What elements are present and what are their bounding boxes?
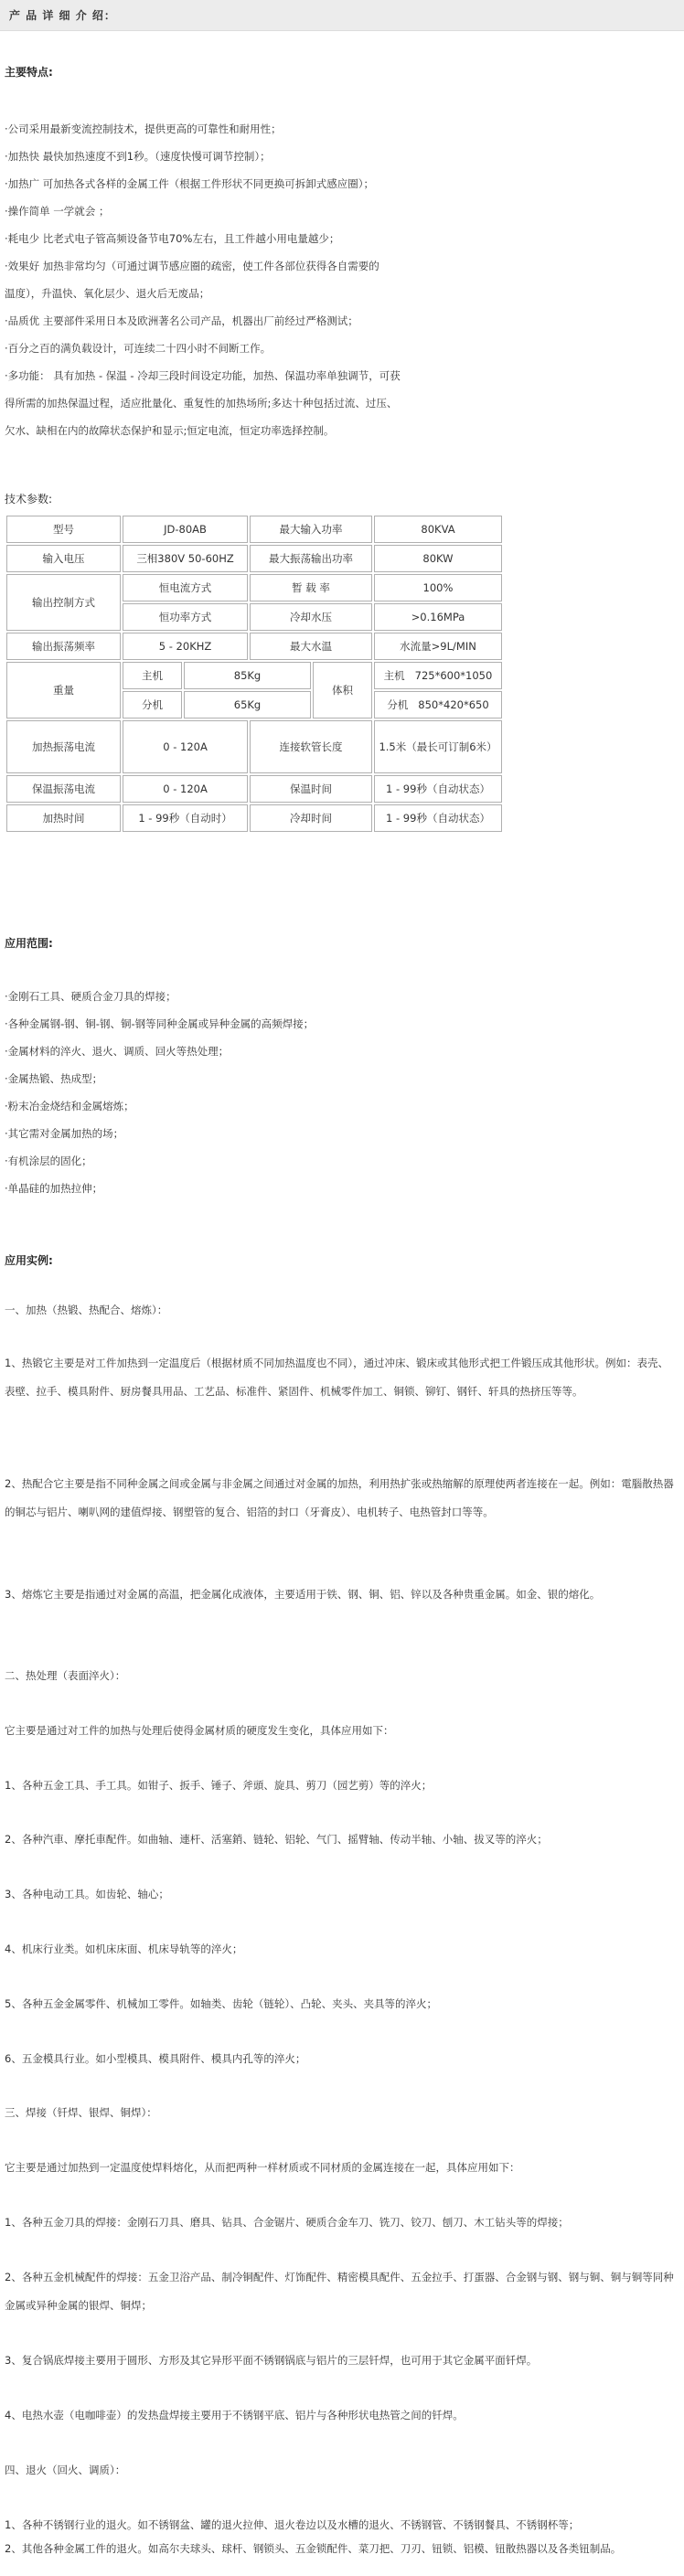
spec-label: 体积 — [313, 662, 372, 719]
table-row — [6, 574, 502, 601]
spec-label: 加热振荡电流 — [6, 720, 121, 773]
spec-sublabel: 分机 — [387, 698, 409, 711]
spec-value: 725*600*1050 — [414, 669, 493, 682]
spec-value: 65Kg — [184, 691, 311, 719]
feature-line: ·百分之百的满负载设计，可连续二十四小时不间断工作。 — [5, 342, 272, 355]
feature-line: ·加热快 最快加热速度不到1秒。（速度快慢可调节控制）； — [5, 150, 271, 163]
spec-value: 5 - 20KHZ — [123, 633, 248, 660]
spec-value: >0.16MPa — [374, 603, 502, 631]
scope-line: ·粉末冶金烧结和金属熔炼； — [5, 1100, 134, 1112]
feature-line: ·公司采用最新变流控制技术，提供更高的可靠性和耐用性； — [5, 122, 282, 135]
example-paragraph: 3、各种电动工具。如齿轮、轴心； — [5, 1888, 169, 1900]
example-paragraph: 4、机床行业类。如机床床面、机床导轨等的淬火； — [5, 1943, 243, 1955]
spec-value: 1.5米（最长可订制6米） — [374, 720, 502, 773]
spec-value: 三相380V 50-60HZ — [123, 545, 248, 572]
spec-value: 恒功率方式 — [123, 603, 248, 631]
scope-title: 应用范围: — [5, 937, 53, 950]
example-paragraph: 它主要是通过加热到一定温度使焊料熔化，从而把两种一样材质或不同材质的金属连接在一起，具体应用如下： — [5, 2161, 520, 2174]
specs-title: 技术参数: — [5, 493, 53, 506]
example-paragraph: 2、各种五金机械配件的焊接：五金卫浴产品、制冷铜配件、灯饰配件、精密模具配件、五金拉手、打蛋器、合金钢与钢、钢与铜、铜与铜等同种金属或异种金属的银焊、铜焊； — [5, 2271, 674, 2312]
feature-line: 得所需的加热保温过程，适应批量化、重复性的加热场所;多达十种包括过流、过压、 — [5, 397, 398, 410]
spec-label: 冷却水压 — [250, 603, 372, 631]
feature-line: ·耗电少 比老式电子管高频设备节电70%左右，且工件越小用电量越少； — [5, 232, 340, 245]
table-row — [6, 516, 502, 543]
header-title: 产 品 详 细 介 绍： — [9, 9, 116, 22]
spec-value: 1 - 99秒（自动状态） — [374, 804, 502, 832]
spec-value: JD-80AB — [123, 516, 248, 543]
scope-line: ·金属材料的淬火、退火、调质、回火等热处理； — [5, 1045, 230, 1058]
spec-label: 输出振荡频率 — [6, 633, 121, 660]
spec-value: 100% — [374, 574, 502, 601]
spec-label: 分机 — [123, 691, 182, 719]
scope-line: ·有机涂层的固化； — [5, 1155, 92, 1167]
example-paragraph: 3、熔炼它主要是指通过对金属的高温，把金属化成液体，主要适用于铁、钢、铜、铝、锌以及各种贵重金属。如金、银的熔化。 — [5, 1588, 601, 1601]
table-row — [6, 775, 502, 803]
spec-label: 主机 — [123, 662, 182, 689]
scope-line: ·其它需对金属加热的场； — [5, 1127, 124, 1140]
spec-value: 85Kg — [184, 662, 311, 689]
spec-value: 80KW — [374, 545, 502, 572]
example-paragraph: 1、各种五金工具、手工具。如钳子、扳手、锤子、斧頭、旋具、剪刀（园艺剪）等的淬火； — [5, 1779, 433, 1792]
section-heading: 三、焊接（钎焊、银焊、铜焊）： — [5, 2106, 157, 2119]
example-paragraph: 1、各种五金刀具的焊接：金刚石刀具、磨具、钻具、合金锯片、硬质合金车刀、铣刀、铰刀、刨刀、木工钻头等的焊接； — [5, 2216, 569, 2229]
example-paragraph: 6、五金模具行业。如小型模具、模具附件、模具内孔等的淬火； — [5, 2052, 306, 2065]
table-row — [6, 545, 502, 572]
spec-value: 0 - 120A — [123, 775, 248, 803]
table-row — [6, 633, 502, 660]
examples-title: 应用实例: — [5, 1254, 53, 1267]
spec-label: 加热时间 — [6, 804, 121, 832]
spec-label: 输出控制方式 — [6, 574, 121, 631]
feature-line: 欠水、缺相在内的故障状态保护和显示;恒定电流，恒定功率选择控制。 — [5, 424, 335, 437]
spec-label: 冷却时间 — [250, 804, 372, 832]
feature-line: ·操作简单 一学就会 ； — [5, 205, 110, 218]
spec-value: 1 - 99秒（自动状态） — [374, 775, 502, 803]
feature-line: ·品质优 主要部件采用日本及欧洲著名公司产品，机器出厂前经过严格测试； — [5, 314, 358, 327]
product-detail-header — [0, 0, 684, 31]
table-row — [6, 720, 502, 773]
example-paragraph: 2、其他各种金属工件的退火。如高尔夫球头、球杆、钢锁头、五金锁配件、菜刀把、刀刃、钮锁、铝模、钮散热器以及各类钮制品。 — [5, 2542, 622, 2555]
feature-line: 温度），升温快、氧化层少、退火后无废品； — [5, 287, 210, 300]
spec-label: 重量 — [6, 662, 121, 719]
features-title: 主要特点: — [5, 66, 53, 79]
spec-label: 保温时间 — [250, 775, 372, 803]
example-paragraph: 2、各种汽車、摩托車配件。如曲轴、連杆、活塞銷、链轮、铝轮、气门、摇臂轴、传动半轴、小轴、拔叉等的淬火； — [5, 1833, 548, 1846]
spec-label: 输入电压 — [6, 545, 121, 572]
table-row — [6, 662, 502, 689]
spec-value — [374, 662, 502, 689]
spec-value — [374, 691, 502, 719]
spec-table — [5, 514, 504, 834]
feature-line: ·多功能： 具有加热 - 保温 - 冷却三段时间设定功能，加热、保温功率单独调节，可获 — [5, 369, 401, 382]
example-paragraph: 2、热配合它主要是指不同种金属之间或金属与非金属之间通过对金属的加热，利用热扩张或热缩解的原理使两者连接在一起。例如：電腦散热器的铜芯与铝片、喇叭网的建值焊接、钢塑管的复合、铝箔的封口（牙膏皮）、电机转子、电热管封口等等。 — [5, 1477, 674, 1518]
spec-sublabel: 主机 — [383, 669, 405, 682]
example-paragraph: 3、复合锅底焊接主要用于圆形、方形及其它异形平面不锈钢锅底与铝片的三层钎焊，也可用于其它金属平面钎焊。 — [5, 2354, 538, 2367]
section-heading: 二、热处理（表面淬火）： — [5, 1669, 126, 1682]
example-paragraph: 1、各种不锈钢行业的退火。如不锈钢盆、罐的退火拉伸、退火卷边以及水槽的退火、不锈钢管、不锈钢餐具、不锈钢杯等； — [5, 2518, 580, 2531]
spec-value: 850*420*650 — [418, 698, 489, 711]
spec-label: 暂 载 率 — [250, 574, 372, 601]
example-paragraph: 1、热锻它主要是对工件加热到一定温度后（根据材质不同加热温度也不同），通过冲床、锻床或其他形式把工件锻压成其他形状。例如：表壳、表壁、拉手、模具附件、厨房餐具用品、工艺品、标准件、紧固件、机械零件加工、铜锁、铆钉、钢钎、轩具的热挤压等等。 — [5, 1357, 669, 1398]
spec-label: 连接软管长度 — [250, 720, 372, 773]
example-paragraph: 5、各种五金金属零件、机械加工零件。如轴类、齿轮（链轮）、凸轮、夹头、夹具等的淬火； — [5, 1997, 438, 2010]
scope-line: ·单晶硅的加热拉伸； — [5, 1182, 103, 1195]
feature-line: ·效果好 加热非常均匀（可通过调节感应圈的疏密，使工件各部位获得各自需要的 — [5, 260, 379, 272]
spec-value: 水流量>9L/MIN — [374, 633, 502, 660]
spec-label: 最大振荡输出功率 — [250, 545, 372, 572]
scope-line: ·各种金属钢-钢、铜-钢、铜-钢等同种金属或异种金属的高频焊接； — [5, 1017, 315, 1030]
scope-list — [5, 983, 677, 1202]
spec-label: 最大水温 — [250, 633, 372, 660]
scope-line: ·金刚石工具、硬质合金刀具的焊接； — [5, 990, 176, 1003]
spec-label: 保温振荡电流 — [6, 775, 121, 803]
section-heading: 一、加热（热锻、热配合、熔炼）： — [5, 1304, 168, 1316]
feature-line: ·加热广 可加热各式各样的金属工件（根据工件形状不同更换可拆卸式感应圈）； — [5, 177, 375, 190]
features-list — [5, 115, 677, 444]
spec-value: 80KVA — [374, 516, 502, 543]
spec-label: 型号 — [6, 516, 121, 543]
section-heading: 四、退火（回火、调质）： — [5, 2464, 126, 2476]
example-paragraph: 4、电热水壶（电咖啡壶）的发热盘焊接主要用于不锈钢平底、铝片与各种形状电热管之间的钎焊。 — [5, 2409, 464, 2422]
spec-value: 0 - 120A — [123, 720, 248, 773]
spec-label: 最大输入功率 — [250, 516, 372, 543]
example-paragraph: 它主要是通过对工件的加热与处理后使得金属材质的硬度发生变化，具体应用如下： — [5, 1724, 394, 1737]
spec-value: 1 - 99秒（自动时） — [123, 804, 248, 832]
scope-line: ·金属热锻、热成型； — [5, 1072, 103, 1085]
spec-value: 恒电流方式 — [123, 574, 248, 601]
table-row — [6, 804, 502, 832]
